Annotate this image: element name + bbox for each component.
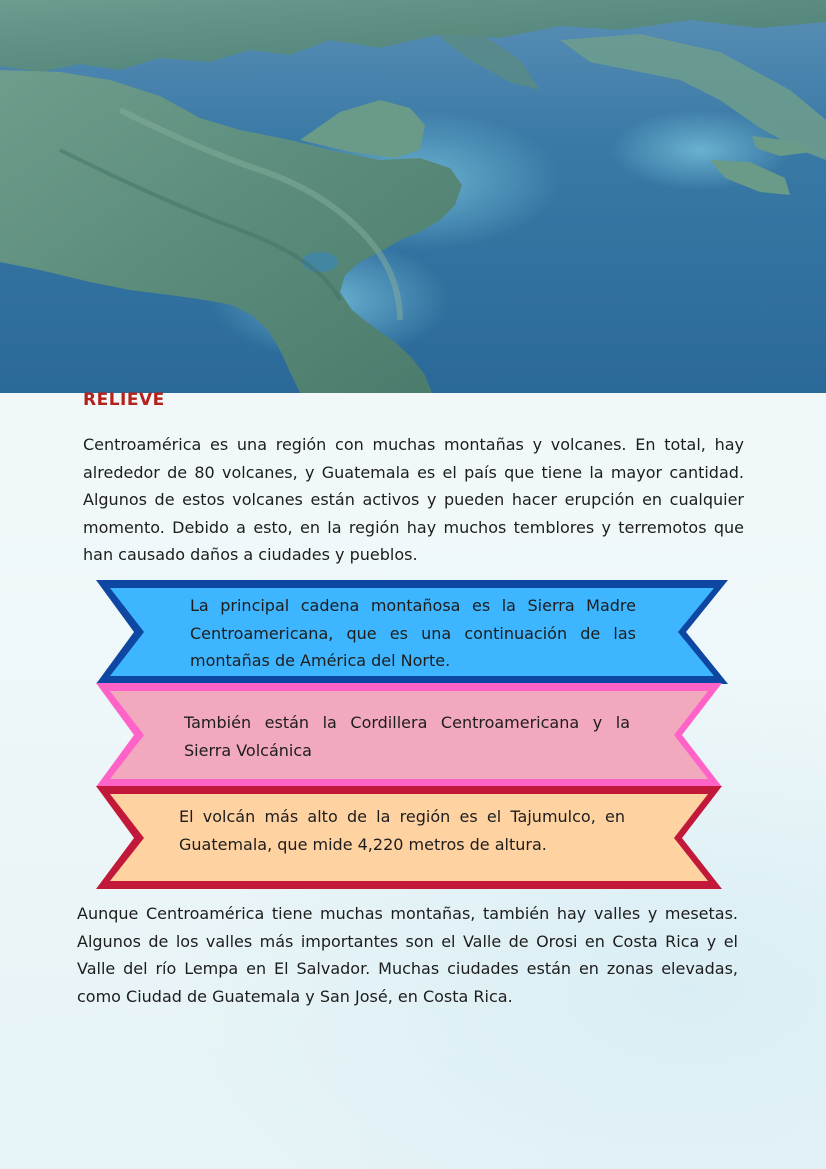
ribbon-banner-sierra-madre: [96, 580, 728, 684]
banner-text: También están la Cordillera Centroamericana y la Sierra Volcánica: [184, 713, 630, 760]
central-america-map-icon: [0, 0, 826, 393]
banner-text: El volcán más alto de la región es el Tajumulco, en Guatemala, que mide 4,220 metros de altura.: [179, 807, 625, 854]
hero-map-image: [0, 0, 826, 393]
banner-text: La principal cadena montañosa es la Sierra Madre Centroamericana, que es una continuación de las montañas de América del Norte.: [190, 596, 636, 670]
closing-paragraph: Aunque Centroamérica tiene muchas montañas, también hay valles y mesetas. Algunos de los valles más importantes son el Valle de Orosi en Costa Rica y el Valle del río Lempa en El Salvador. Muchas ciudades están en zonas elevadas, como Ciudad de Guatemala y San José, en Costa Rica.: [77, 904, 738, 1006]
ribbon-banner-tajumulco: [96, 786, 722, 889]
section-title: RELIEVE: [83, 390, 165, 410]
intro-paragraph: Centroamérica es una región con muchas montañas y volcanes. En total, hay alrededor de 80 volcanes, y Guatemala es el país que tiene la mayor cantidad. Algunos de estos volcanes están activos y pueden hacer erupción en cualquier momento. Debido a esto, en la región hay muchos temblores y terremotos que han causado daños a ciudades y pueblos.: [83, 435, 744, 564]
ribbon-banner-cordillera: [96, 683, 722, 787]
